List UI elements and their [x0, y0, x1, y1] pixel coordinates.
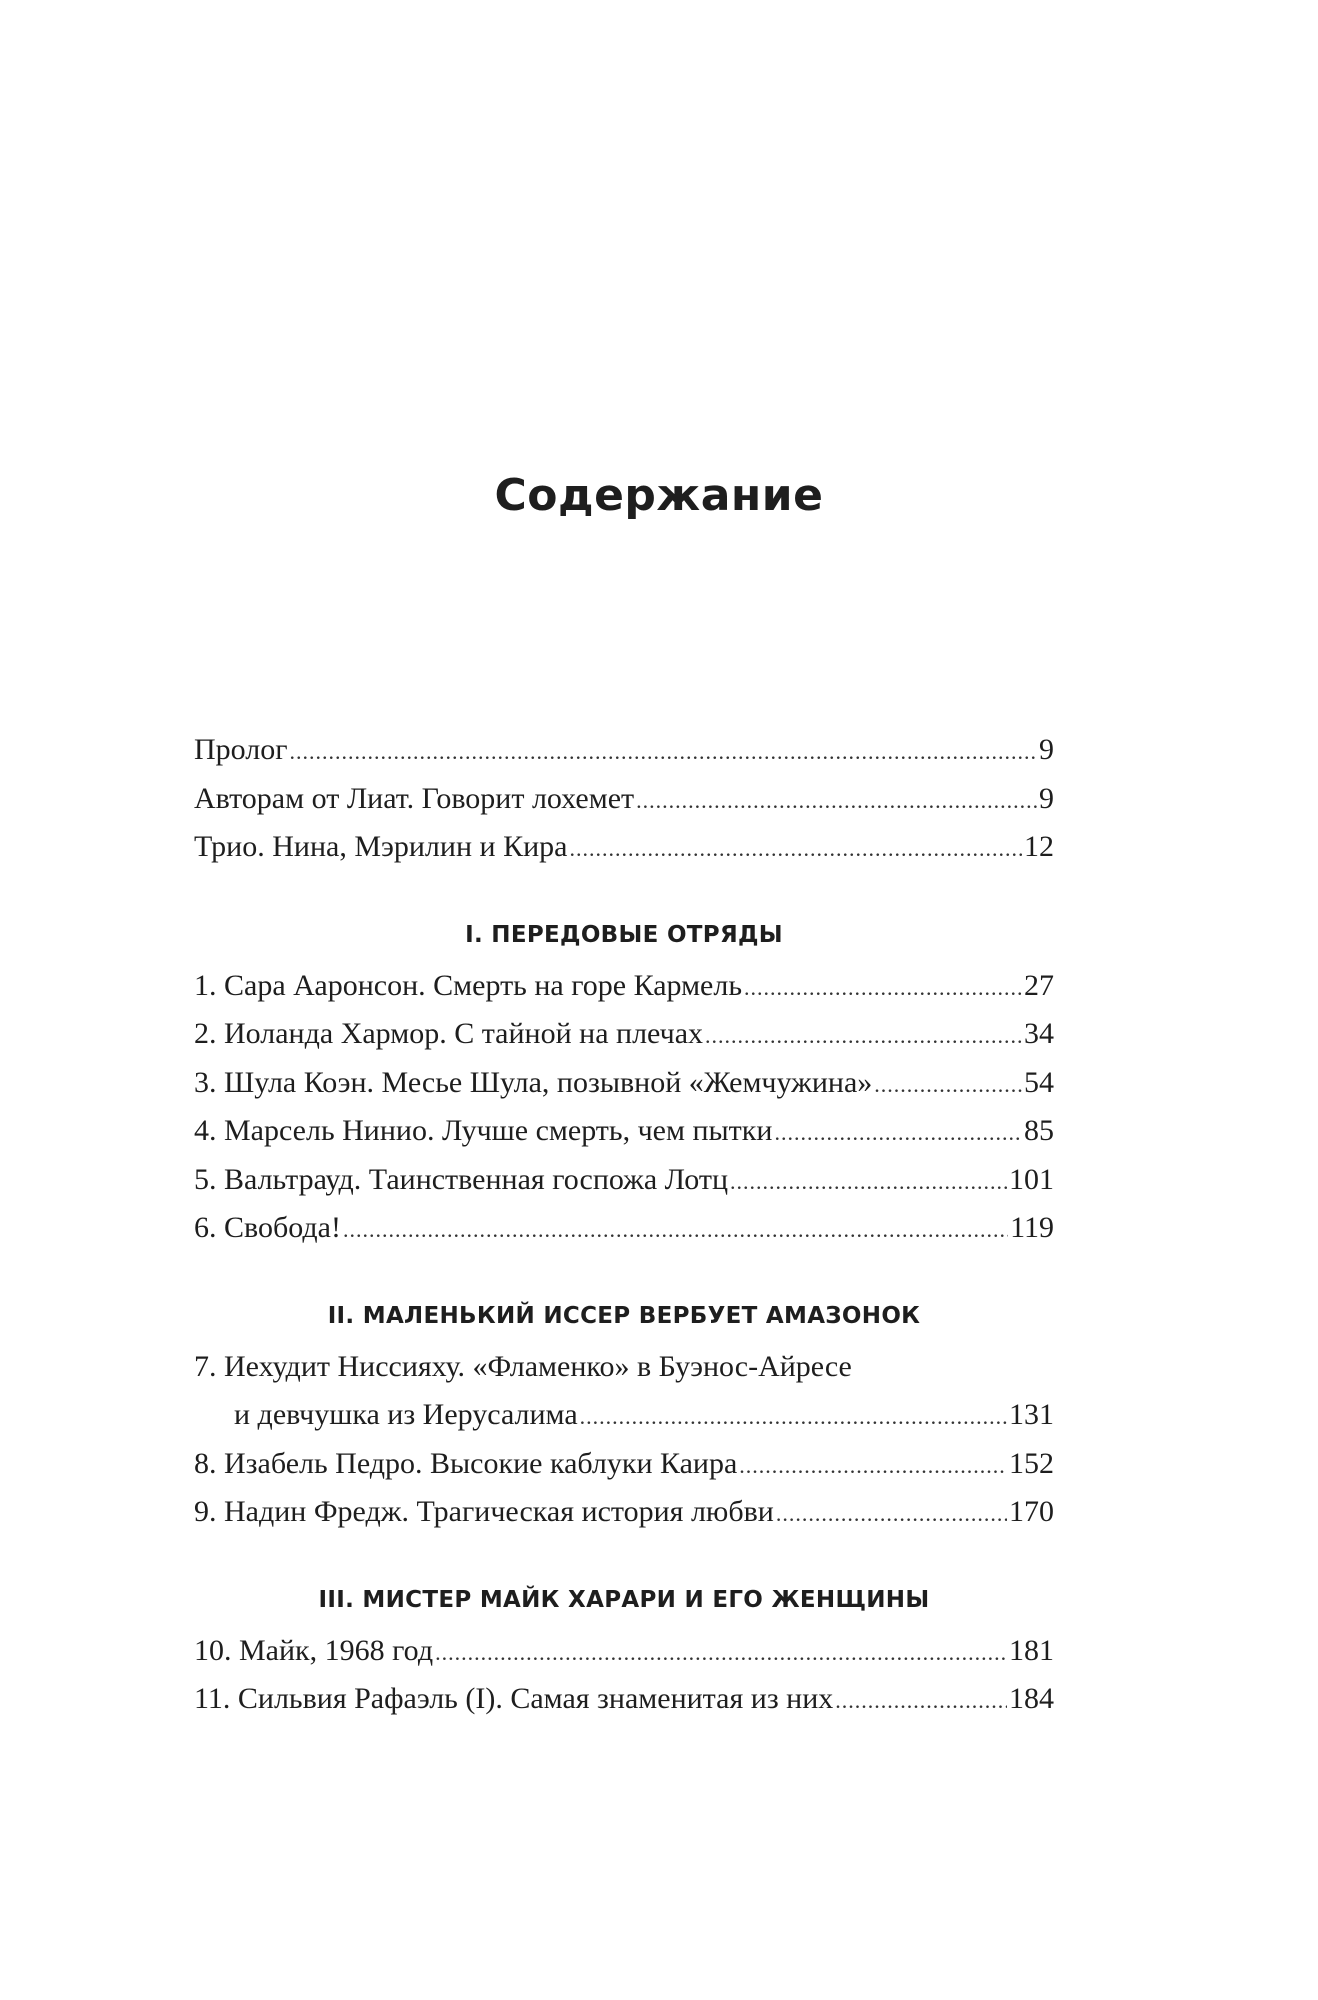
dot-leader	[580, 1393, 1007, 1442]
dot-leader	[739, 1442, 1007, 1491]
dot-leader	[290, 728, 1037, 777]
toc-entry-page: 27	[1024, 968, 1054, 1002]
toc-entry-trio[interactable]	[194, 823, 1054, 872]
toc-entry-label: 1. Сара Ааронсон. Смерть на горе Кармель	[194, 968, 743, 1002]
section-heading-2: II. МАЛЕНЬКИЙ ИССЕР ВЕРБУЕТ АМАЗОНОК	[327, 1302, 921, 1329]
toc-entry-page: 12	[1024, 830, 1054, 863]
toc-entry-label: 9. Надин Фредж. Трагическая история любви	[194, 1495, 774, 1528]
toc-entry-chapter-8[interactable]	[194, 1440, 1054, 1489]
toc-entry-chapter-4[interactable]	[194, 1107, 1054, 1156]
toc-entry-prologue[interactable]	[194, 726, 1054, 775]
toc-entry-label: Трио. Нина, Мэрилин и Кира	[194, 830, 568, 863]
section-heading-3: III. МИСТЕР МАЙК ХАРАРИ И ЕГО ЖЕНЩИНЫ	[318, 1586, 930, 1613]
toc-entry-label: 3. Шула Коэн. Месье Шула, позывной «Жемчужина»	[194, 1065, 873, 1099]
toc-entry-label: и девчушка из Иерусалима	[234, 1398, 578, 1431]
toc-entry-chapter-10[interactable]	[194, 1627, 1054, 1676]
toc-entry-page: 85	[1024, 1114, 1054, 1147]
toc-entry-page: 34	[1024, 1017, 1054, 1050]
dot-leader	[435, 1629, 1007, 1678]
toc-entry-page: 101	[1009, 1162, 1054, 1196]
toc-entry-chapter-3[interactable]	[194, 1059, 1054, 1108]
toc-entry-page: 184	[1009, 1682, 1054, 1715]
dot-leader	[776, 1490, 1007, 1539]
dot-leader	[705, 1012, 1022, 1061]
toc-entry-page: 170	[1009, 1495, 1054, 1528]
toc-entry-chapter-9[interactable]	[194, 1488, 1054, 1537]
toc-entry-chapter-2[interactable]	[194, 1010, 1054, 1059]
toc-entry-label: Пролог	[194, 733, 288, 766]
section-heading-1: I. ПЕРЕДОВЫЕ ОТРЯДЫ	[465, 921, 783, 948]
dot-leader	[835, 1677, 1007, 1726]
toc-entry-label: Авторам от Лиат. Говорит лохемет	[194, 781, 635, 815]
toc-entry-label: 6. Свобода!	[194, 1211, 341, 1244]
toc-entry-label: 8. Изабель Педро. Высокие каблуки Каира	[194, 1446, 738, 1480]
toc-entry-chapter-7[interactable]	[194, 1391, 1054, 1440]
toc-entry-chapter-6[interactable]	[194, 1204, 1054, 1253]
toc-entry-page: 54	[1024, 1065, 1054, 1099]
toc-entry-label: 11. Сильвия Рафаэль (I). Самая знаменитая из них	[194, 1682, 834, 1715]
toc-entry-chapter-11[interactable]	[194, 1675, 1054, 1724]
toc-entry-page: 119	[1010, 1211, 1054, 1244]
dot-leader	[874, 1061, 1022, 1110]
dot-leader	[744, 964, 1022, 1013]
toc-entry-page: 9	[1039, 733, 1054, 766]
toc-entry-label: 2. Иоланда Хармор. С тайной на плечах	[194, 1017, 704, 1050]
toc-entry-page: 9	[1039, 781, 1054, 815]
toc-entry-chapter-5[interactable]	[194, 1156, 1054, 1205]
toc-entry-page: 152	[1009, 1446, 1054, 1480]
dot-leader	[774, 1109, 1022, 1158]
toc-entry-chapter-7-line-1[interactable]: 7. Иехудит Ниссияху. «Фламенко» в Буэнос-Айресе	[194, 1349, 852, 1383]
dot-leader	[730, 1158, 1007, 1207]
toc-entry-chapter-1[interactable]	[194, 962, 1054, 1011]
table-of-contents	[194, 726, 1054, 1724]
dot-leader	[343, 1206, 1008, 1255]
toc-entry-label: 4. Марсель Нинио. Лучше смерть, чем пытки	[194, 1114, 773, 1147]
toc-entry-page: 181	[1009, 1633, 1054, 1667]
dot-leader	[569, 825, 1022, 874]
toc-entry-label: 10. Майк, 1968 год	[194, 1633, 434, 1667]
toc-entry-label: 5. Вальтрауд. Таинственная госпожа Лотц	[194, 1162, 729, 1196]
page-title: Содержание	[494, 470, 824, 521]
toc-entry-authors-note[interactable]	[194, 775, 1054, 824]
dot-leader	[636, 777, 1037, 826]
toc-entry-page: 131	[1009, 1398, 1054, 1431]
